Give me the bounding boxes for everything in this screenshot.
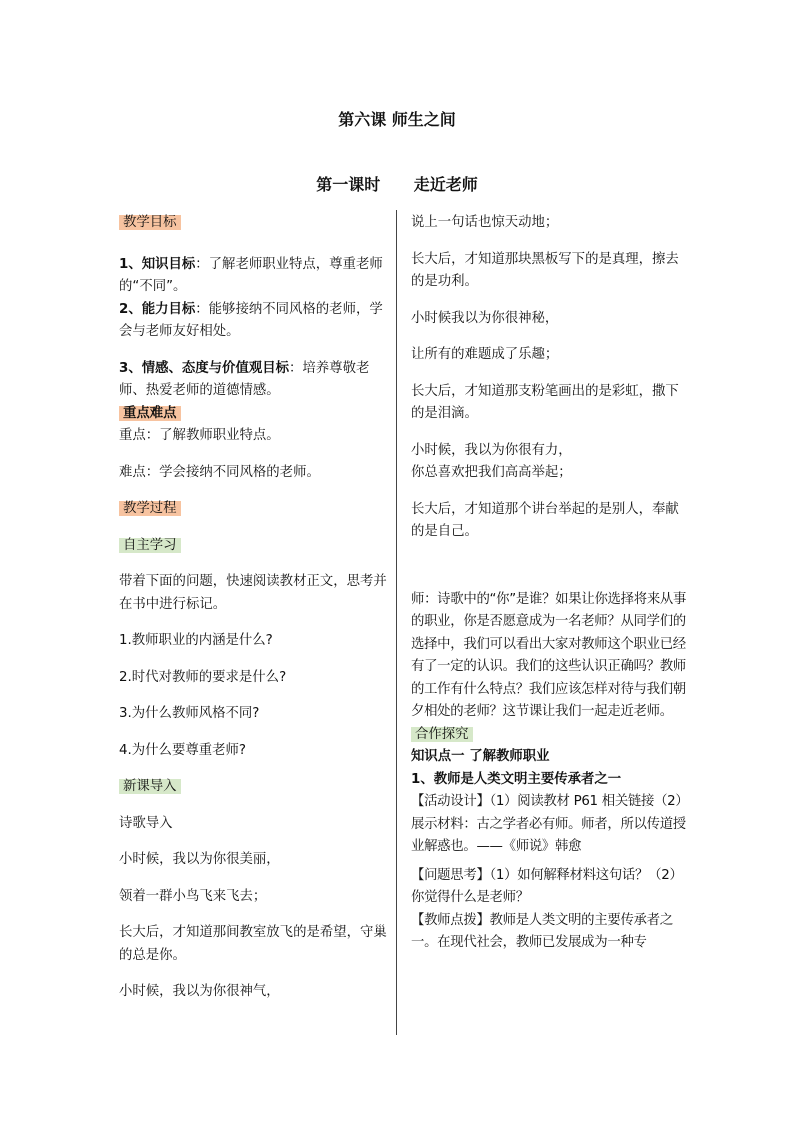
goal-1-text: ：了解老师职业特点，尊重老师的“不同”。	[119, 256, 383, 294]
goal-2-label: 2、能力目标	[119, 301, 196, 317]
activity-design: 【活动设计】（1）阅读教材 P61 相关链接（2）展示材料：古之学者必有师。师者，所以传道授业解惑也。——《师说》韩愈	[411, 794, 686, 854]
goal-3-label: 3、情感、态度与价值观目标	[119, 360, 290, 376]
poem-line: 长大后，才知道那支粉笔画出的是彩虹，撒下的是泪滴。	[411, 383, 679, 421]
poem-line: 长大后，才知道那间教室放飞的是希望，守巢的总是你。	[119, 925, 387, 963]
column-divider	[396, 210, 397, 1035]
section-heading-new-lesson: 新课导入	[119, 779, 181, 794]
section-heading-goals: 教学目标	[119, 215, 181, 230]
goal-3	[119, 358, 389, 403]
left-column	[119, 212, 389, 1004]
lesson-title: 第六课 师生之间	[338, 110, 456, 129]
teacher-guidance: 【教师点拨】教师是人类文明的主要传承者之一。在现代社会，教师已发展成为一种专	[411, 912, 673, 950]
poem-intro: 诗歌导入	[119, 815, 173, 831]
goal-3-text: ：培养尊敬老师、热爱老师的道德情感。	[119, 360, 370, 398]
knowledge-point-1-1: 1、教师是人类文明主要传承者之一	[411, 771, 622, 787]
self-study-intro: 带着下面的问题，快速阅读教材正文，思考并在书中进行标记。	[119, 574, 387, 612]
poem-line: 让所有的难题成了乐趣；	[411, 347, 559, 362]
section-heading-self-study: 自主学习	[119, 538, 181, 553]
poem-line: 你总喜欢把我们高高举起；	[411, 465, 572, 480]
right-column	[411, 212, 687, 955]
poem-line: 小时候，我以为你很美丽，	[119, 852, 280, 867]
poem-line: 小时候，我以为你很神气，	[119, 984, 280, 999]
poem-line: 长大后，才知道那块黑板写下的是真理，擦去的是功利。	[411, 251, 679, 289]
poem-line: 小时候，我以为你很有力，	[411, 442, 572, 458]
key-point: 重点：了解教师职业特点。	[119, 428, 280, 443]
question-1: 1.教师职业的内涵是什么?	[119, 633, 273, 648]
lesson-subtitle: 第一课时 走近老师	[316, 175, 478, 194]
poem-line: 小时候我以为你很神秘，	[411, 310, 559, 326]
question-2: 2.时代对教师的要求是什么?	[119, 669, 287, 685]
section-heading-process: 教学过程	[119, 501, 181, 516]
poem-line: 说上一句话也惊天动地；	[411, 215, 559, 230]
question-thinking: 【问题思考】（1）如何解释材料这句话？（2）你觉得什么是老师？	[411, 867, 683, 905]
goal-2-text: ：能够接纳不同风格的老师，学会与老师友好相处。	[119, 301, 383, 339]
question-3: 3.为什么教师风格不同?	[119, 706, 260, 721]
goal-2	[119, 299, 389, 344]
goal-1-label: 1、知识目标	[119, 256, 196, 272]
knowledge-point-1: 知识点一 了解教师职业	[411, 749, 550, 764]
difficult-point: 难点：学会接纳不同风格的老师。	[119, 464, 320, 480]
question-4: 4.为什么要尊重老师?	[119, 742, 247, 758]
poem-line: 长大后，才知道那个讲台举起的是别人，奉献的是自己。	[411, 501, 679, 539]
goal-1	[119, 254, 389, 299]
section-heading-key: 重点难点	[119, 406, 181, 421]
section-heading-cooperative: 合作探究	[411, 727, 473, 742]
poem-line: 领着一群小鸟飞来飞去；	[119, 888, 267, 904]
teacher-speech: 师：诗歌中的“你”是谁？如果让你选择将来从事的职业，你是否愿意成为一名老师？从同学们的选择中，我们可以看出大家对教师这个职业已经有了一定的认识。我们的这些认识正确吗？教师的工作有什么特点？我们应该怎样对待与我们朝夕相处的老师？这节课让我们一起走近老师。	[411, 591, 687, 719]
